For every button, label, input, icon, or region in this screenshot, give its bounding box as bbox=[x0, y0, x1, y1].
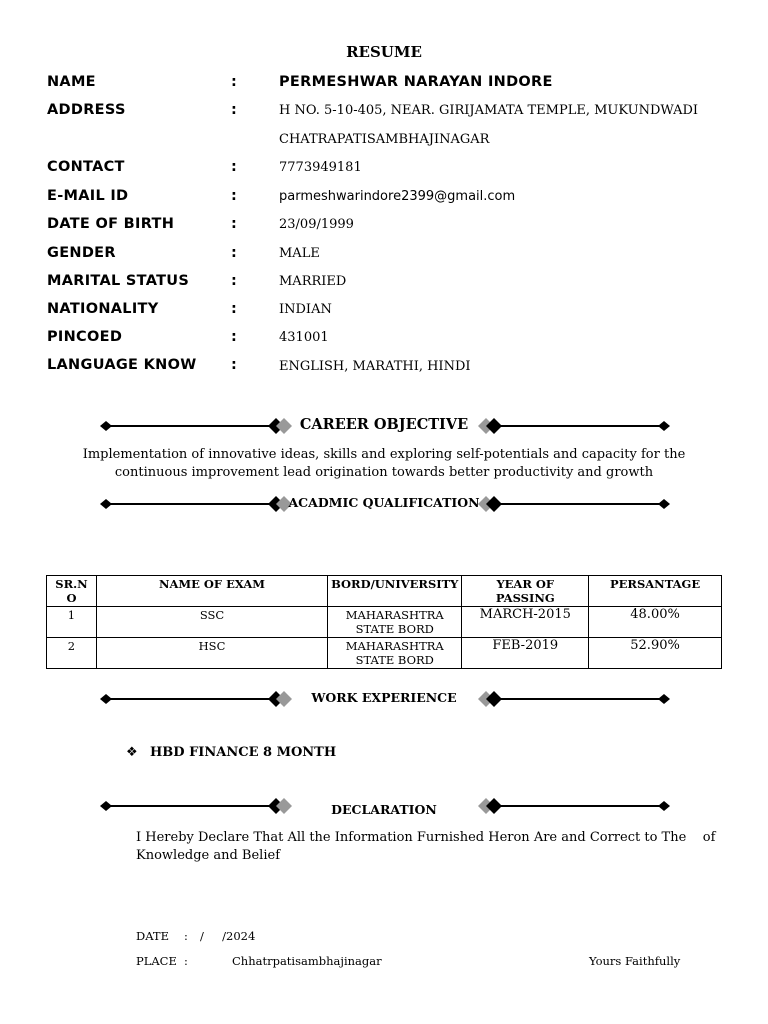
nationality-colon: : bbox=[231, 301, 237, 317]
place-colon: : bbox=[184, 954, 188, 968]
table-cell: 48.00% bbox=[589, 607, 722, 638]
dob-colon: : bbox=[231, 216, 237, 232]
pincode-colon: : bbox=[231, 329, 237, 345]
column-header: SR.N O bbox=[47, 576, 97, 607]
contact-label: CONTACT bbox=[47, 159, 125, 175]
language-value: ENGLISH, MARATHI, HINDI bbox=[279, 359, 471, 374]
work-experience-item bbox=[126, 745, 336, 760]
table-header-row bbox=[47, 576, 722, 607]
email-label: E-MAIL ID bbox=[47, 188, 129, 204]
marital-status-value: MARRIED bbox=[279, 274, 347, 289]
pincode-label: PINCOED bbox=[47, 329, 123, 345]
place-label: PLACE bbox=[136, 954, 177, 968]
name-value: PERMESHWAR NARAYAN INDORE bbox=[279, 74, 553, 90]
closing-signature: Yours Faithfully bbox=[589, 954, 681, 968]
table-cell: HSC bbox=[96, 638, 327, 669]
pincode-value: 431001 bbox=[279, 330, 329, 345]
address-label: ADDRESS bbox=[47, 102, 126, 118]
gender-value: MALE bbox=[279, 246, 320, 261]
address-value-line2: CHATRAPATISAMBHAJINAGAR bbox=[279, 132, 490, 147]
address-value-line1: H NO. 5-10-405, NEAR. GIRIJAMATA TEMPLE, MUKUNDWADI bbox=[279, 103, 699, 118]
work-experience-heading: WORK EXPERIENCE bbox=[311, 690, 457, 705]
column-header: NAME OF EXAM bbox=[96, 576, 327, 607]
table-cell: 2 bbox=[47, 638, 97, 669]
nationality-label: NATIONALITY bbox=[47, 301, 159, 317]
table-cell: MAHARASHTRA STATE BORD bbox=[328, 638, 462, 669]
diamond-bullet-icon: ❖ bbox=[126, 745, 138, 760]
qualification-heading: ACADMIC QUALIFICATION bbox=[288, 495, 480, 510]
language-label: LANGUAGE KNOW bbox=[47, 357, 197, 373]
gender-colon: : bbox=[231, 245, 237, 261]
dob-value: 23/09/1999 bbox=[279, 217, 354, 232]
email-colon: : bbox=[231, 188, 237, 204]
table-cell: SSC bbox=[96, 607, 327, 638]
language-colon: : bbox=[231, 357, 237, 373]
address-colon: : bbox=[231, 102, 237, 118]
marital-status-label: MARITAL STATUS bbox=[47, 273, 190, 289]
career-objective-heading: CAREER OBJECTIVE bbox=[299, 416, 469, 433]
table-cell: MARCH-2015 bbox=[462, 607, 589, 638]
table-row bbox=[47, 638, 722, 669]
email-value: parmeshwarindore2399@gmail.com bbox=[279, 189, 516, 204]
dob-label: DATE OF BIRTH bbox=[47, 216, 175, 232]
resume-title: RESUME bbox=[346, 43, 422, 61]
table-cell: FEB-2019 bbox=[462, 638, 589, 669]
contact-colon: : bbox=[231, 159, 237, 175]
contact-value: 7773949181 bbox=[279, 160, 362, 175]
date-label: DATE bbox=[136, 929, 169, 943]
gender-label: GENDER bbox=[47, 245, 116, 261]
column-header: PERSANTAGE bbox=[589, 576, 722, 607]
table-row bbox=[47, 607, 722, 638]
career-objective-text: Implementation of innovative ideas, skills and exploring self-potentials and capacity for the continuous improvement lead origination towards better productivity and growth bbox=[82, 447, 686, 480]
work-experience-text: HBD FINANCE 8 MONTH bbox=[150, 745, 337, 760]
marital-status-colon: : bbox=[231, 273, 237, 289]
qualification-table bbox=[46, 575, 722, 669]
column-header: BORD/UNIVERSITY bbox=[328, 576, 462, 607]
date-value: / /2024 bbox=[200, 929, 256, 943]
table-cell: 52.90% bbox=[589, 638, 722, 669]
place-value: Chhatrpatisambhajinagar bbox=[232, 954, 382, 968]
name-label: NAME bbox=[47, 74, 96, 90]
column-header: YEAR OF PASSING bbox=[462, 576, 589, 607]
table-cell: MAHARASHTRA STATE BORD bbox=[328, 607, 462, 638]
date-colon: : bbox=[184, 929, 188, 943]
name-colon: : bbox=[231, 74, 237, 90]
nationality-value: INDIAN bbox=[279, 302, 332, 317]
declaration-heading: DECLARATION bbox=[331, 802, 437, 817]
declaration-text: I Hereby Declare That All the Information Furnished Heron Are and Correct to The of Knowledge and Belief bbox=[136, 830, 720, 863]
table-cell: 1 bbox=[47, 607, 97, 638]
